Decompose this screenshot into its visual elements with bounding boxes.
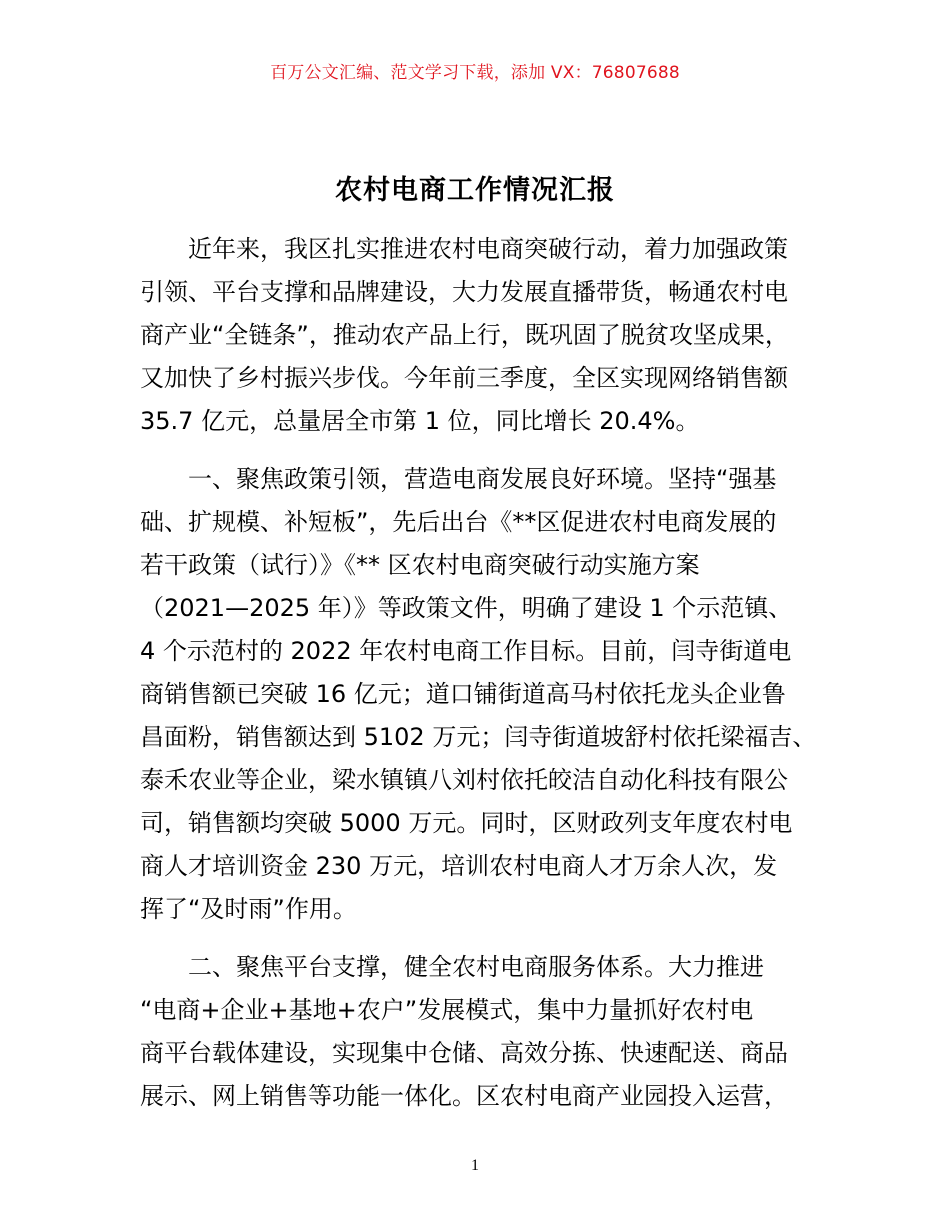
text-line: 商人才培训资金 230 万元，培训农村电商人才万余人次，发 <box>140 852 778 880</box>
text-line: 一、聚焦政策引领，营造电商发展良好环境。坚持“强基 <box>188 465 777 493</box>
page-number: 1 <box>471 1157 479 1174</box>
document-body <box>140 228 820 1118</box>
text-line: 若干政策（试行）》《** 区农村电商突破行动实施方案 <box>140 551 700 579</box>
text-line: 商销售额已突破 16 亿元；道口铺街道高马村依托龙头企业鲁 <box>140 680 786 708</box>
text-line: 35.7 亿元，总量居全市第 1 位，同比增长 20.4%。 <box>140 407 700 435</box>
paragraph-intro <box>140 228 820 443</box>
text-line: 展示、网上销售等功能一体化。区农村电商产业园投入运营， <box>140 1082 788 1110</box>
text-line: 泰禾农业等企业，梁水镇镇八刘村依托皎洁自动化科技有限公 <box>140 766 788 794</box>
text-line: 又加快了乡村振兴步伐。今年前三季度，全区实现网络销售额 <box>140 364 788 392</box>
header-note: 百万公文汇编、范文学习下载，添加 VX：76807688 <box>270 63 680 83</box>
text-line: 近年来，我区扎实推进农村电商突破行动，着力加强政策 <box>188 235 788 263</box>
text-line: 昌面粉，销售额达到 5102 万元；闫寺街道坡舒村依托梁福吉、 <box>140 723 817 751</box>
paragraph-platform <box>140 946 820 1118</box>
document-title: 农村电商工作情况汇报 <box>335 175 615 206</box>
text-line: “电商+企业+基地+农户”发展模式，集中力量抓好农村电 <box>140 996 754 1024</box>
text-line: 司，销售额均突破 5000 万元。同时，区财政列支年度农村电 <box>140 809 793 837</box>
text-line: 商平台载体建设，实现集中仓储、高效分拣、快速配送、商品 <box>140 1039 788 1067</box>
text-line: （2021—2025 年）》等政策文件，明确了建设 1 个示范镇、 <box>140 594 793 622</box>
text-line: 础、扩规模、补短板”，先后出台《**区促进农村电商发展的 <box>140 508 777 536</box>
text-line: 4 个示范村的 2022 年农村电商工作目标。目前，闫寺街道电 <box>140 637 792 665</box>
text-line: 挥了“及时雨”作用。 <box>140 895 357 923</box>
paragraph-policy <box>140 458 820 931</box>
text-line: 商产业“全链条”，推动农产品上行，既巩固了脱贫攻坚成果， <box>140 321 789 349</box>
text-line: 二、聚焦平台支撑，健全农村电商服务体系。大力推进 <box>188 953 764 981</box>
text-line: 引领、平台支撑和品牌建设，大力发展直播带货，畅通农村电 <box>140 278 788 306</box>
